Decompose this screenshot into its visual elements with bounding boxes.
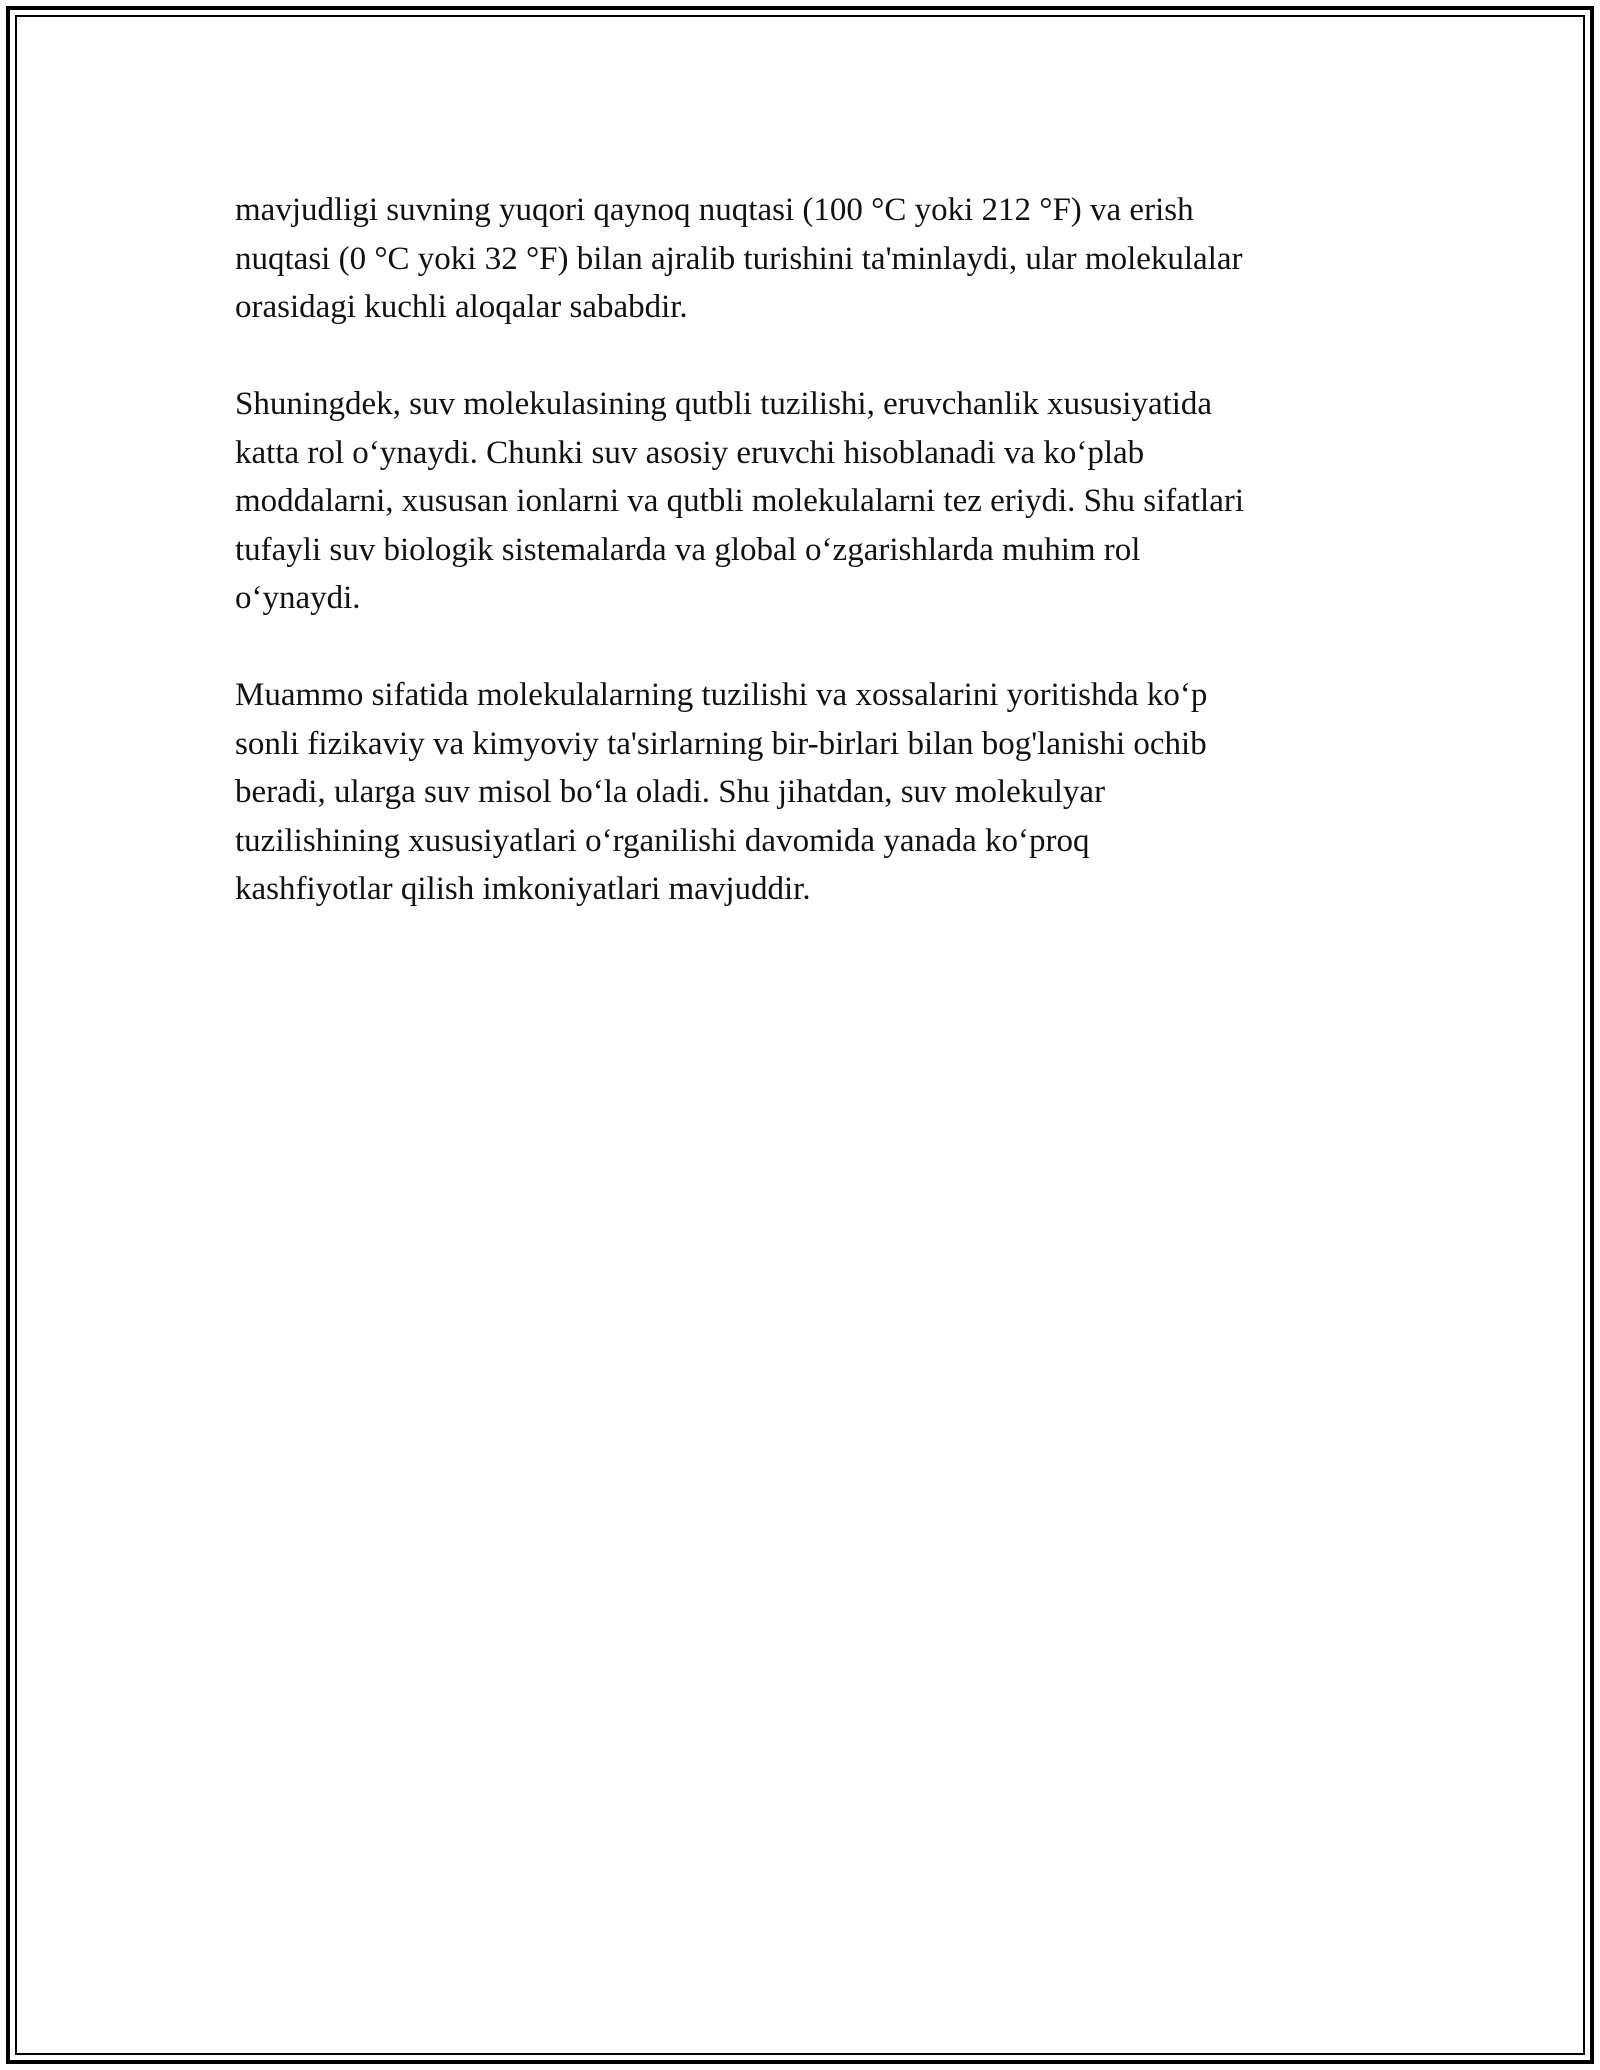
document-body: [235, 186, 1365, 962]
paragraph-1: mavjudligi suvning yuqori qaynoq nuqtasi (100 °C yoki 212 °F) va erish nuqtasi (0 °C yoki 32 °F) bilan ajralib turishini ta'minlaydi, ular molekulalar orasidagi kuchli aloqalar sababdir.: [235, 192, 1243, 325]
paragraph-3: Muammo sifatida molekulalarning tuzilishi va xossalarini yoritishda ko‘p sonli fizikaviy va kimyoviy ta'sirlarning bir-birlari bilan bog'lanishi ochib beradi, ularga suv misol bo‘la oladi. Shu jihatdan, suv molekulyar tuzilishining xususiyatlari o‘rganilishi davomida yanada ko‘proq kashfiyotlar qilish imkoniyatlari mavjuddir.: [235, 677, 1208, 907]
paragraph-2: Shuningdek, suv molekulasining qutbli tuzilishi, eruvchanlik xususiyatida katta rol o‘ynaydi. Chunki suv asosiy eruvchi hisoblanadi va ko‘plab moddalarni, xususan ionlarni va qutbli molekulalarni tez eriydi. Shu sifatlari tufayli suv biologik sistemalarda va global o‘zgarishlarda muhim rol o‘ynaydi.: [235, 386, 1245, 616]
